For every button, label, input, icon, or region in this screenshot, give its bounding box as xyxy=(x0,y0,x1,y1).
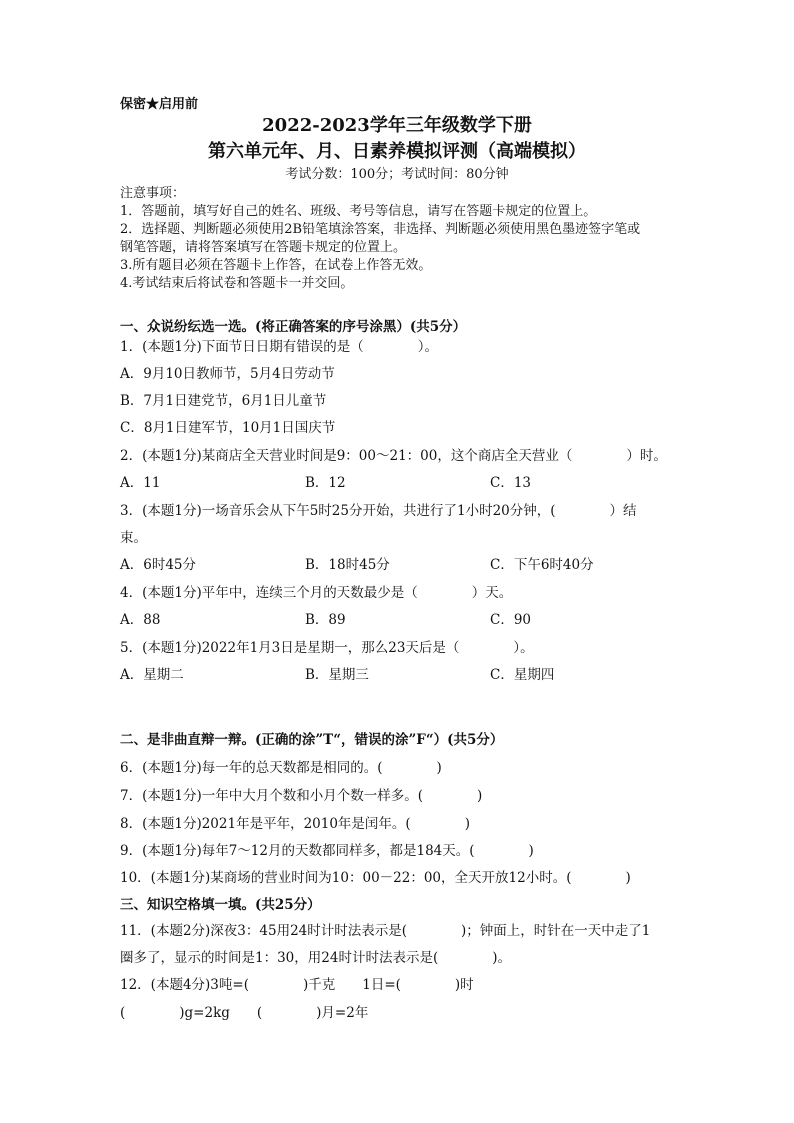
question-7: 7．(本题1分)一年中大月个数和小月个数一样多。( ) xyxy=(120,788,483,804)
page-title: 2022-2023学年三年级数学下册 xyxy=(262,115,532,136)
exam-info: 考试分数：100分；考试时间：80分钟 xyxy=(285,167,509,182)
note-1: 1．答题前，填写好自己的姓名、班级、考号等信息，请写在答题卡规定的位置上。 xyxy=(120,204,597,219)
secret-label: 保密★启用前 xyxy=(120,97,199,112)
question-3-cont: 束。 xyxy=(120,530,147,546)
question-9: 9．(本题1分)每年7～12月的天数都同样多，都是184天。( ) xyxy=(120,843,534,859)
question-11: 11．(本题2分)深夜3：45用24时计时法表示是( )；钟面上，时针在一天中走了1 xyxy=(120,923,651,939)
section-2-heading: 二、是非曲直辩一辩。(正确的涂”T“，错误的涂”F“）(共5分） xyxy=(120,732,504,748)
question-1: 1．(本题1分)下面节日日期有错误的是（ ）。 xyxy=(120,339,438,355)
q3-option-b[interactable]: B．18时45分 xyxy=(305,557,390,573)
question-12-cont: ( )g=2kg ( )月=2年 xyxy=(120,1005,369,1021)
question-11-cont: 圈多了，显示的时间是1：30，用24时计时法表示是( )。 xyxy=(120,950,511,966)
section-3-heading: 三、知识空格填一填。(共25分） xyxy=(120,897,321,913)
q5-option-c[interactable]: C．星期四 xyxy=(490,667,555,683)
q1-option-c[interactable]: C．8月1日建军节，10月1日国庆节 xyxy=(120,420,336,436)
question-6: 6．(本题1分)每一年的总天数都是相同的。( ) xyxy=(120,760,442,776)
q2-option-c[interactable]: C．13 xyxy=(490,475,532,491)
question-8: 8．(本题1分)2021年是平年，2010年是闰年。( ) xyxy=(120,816,470,832)
q3-option-a[interactable]: A．6时45分 xyxy=(120,557,197,573)
q4-option-b[interactable]: B．89 xyxy=(305,612,346,628)
section-1-heading: 一、众说纷纭选一选。(将正确答案的序号涂黑）(共5分） xyxy=(120,319,467,335)
notes-heading: 注意事项： xyxy=(120,186,186,201)
question-5: 5．(本题1分)2022年1月3日是星期一，那么23天后是（ ）。 xyxy=(120,640,534,656)
page-subtitle: 第六单元年、月、日素养模拟评测（高端模拟） xyxy=(208,141,586,162)
q5-option-a[interactable]: A．星期二 xyxy=(120,667,184,683)
note-4: 4.考试结束后将试卷和答题卡一并交回。 xyxy=(120,276,354,291)
q2-option-b[interactable]: B．12 xyxy=(305,475,346,491)
q2-option-a[interactable]: A．11 xyxy=(120,475,161,491)
q1-option-a[interactable]: A．9月10日教师节，5月4日劳动节 xyxy=(120,366,335,382)
question-3: 3．(本题1分)一场音乐会从下午5时25分开始，共进行了1小时20分钟，( ）结 xyxy=(120,503,637,519)
question-12: 12．(本题4分)3吨=( )千克 1日=( )时 xyxy=(120,977,474,993)
q3-option-c[interactable]: C．下午6时40分 xyxy=(490,557,594,573)
question-4: 4．(本题1分)平年中，连续三个月的天数最少是（ ）天。 xyxy=(120,585,513,601)
q5-option-b[interactable]: B．星期三 xyxy=(305,667,369,683)
q4-option-c[interactable]: C．90 xyxy=(490,612,532,628)
note-2-cont: 钢笔答题，请将答案填写在答题卡规定的位置上。 xyxy=(120,240,407,255)
q4-option-a[interactable]: A．88 xyxy=(120,612,161,628)
question-2: 2．(本题1分)某商店全天营业时间是9：00～21：00，这个商店全天营业（ ）时。 xyxy=(120,448,667,464)
note-2: 2．选择题、判断题必须使用2B铅笔填涂答案，非选择、判断题必须使用黑色墨迹签字笔或 xyxy=(120,222,641,237)
q1-option-b[interactable]: B．7月1日建党节，6月1日儿童节 xyxy=(120,393,327,409)
note-3: 3.所有题目必须在答题卡上作答，在试卷上作答无效。 xyxy=(120,258,432,273)
question-10: 10．(本题1分)某商场的营业时间为10：00－22：00，全天开放12小时。( ) xyxy=(120,870,631,886)
